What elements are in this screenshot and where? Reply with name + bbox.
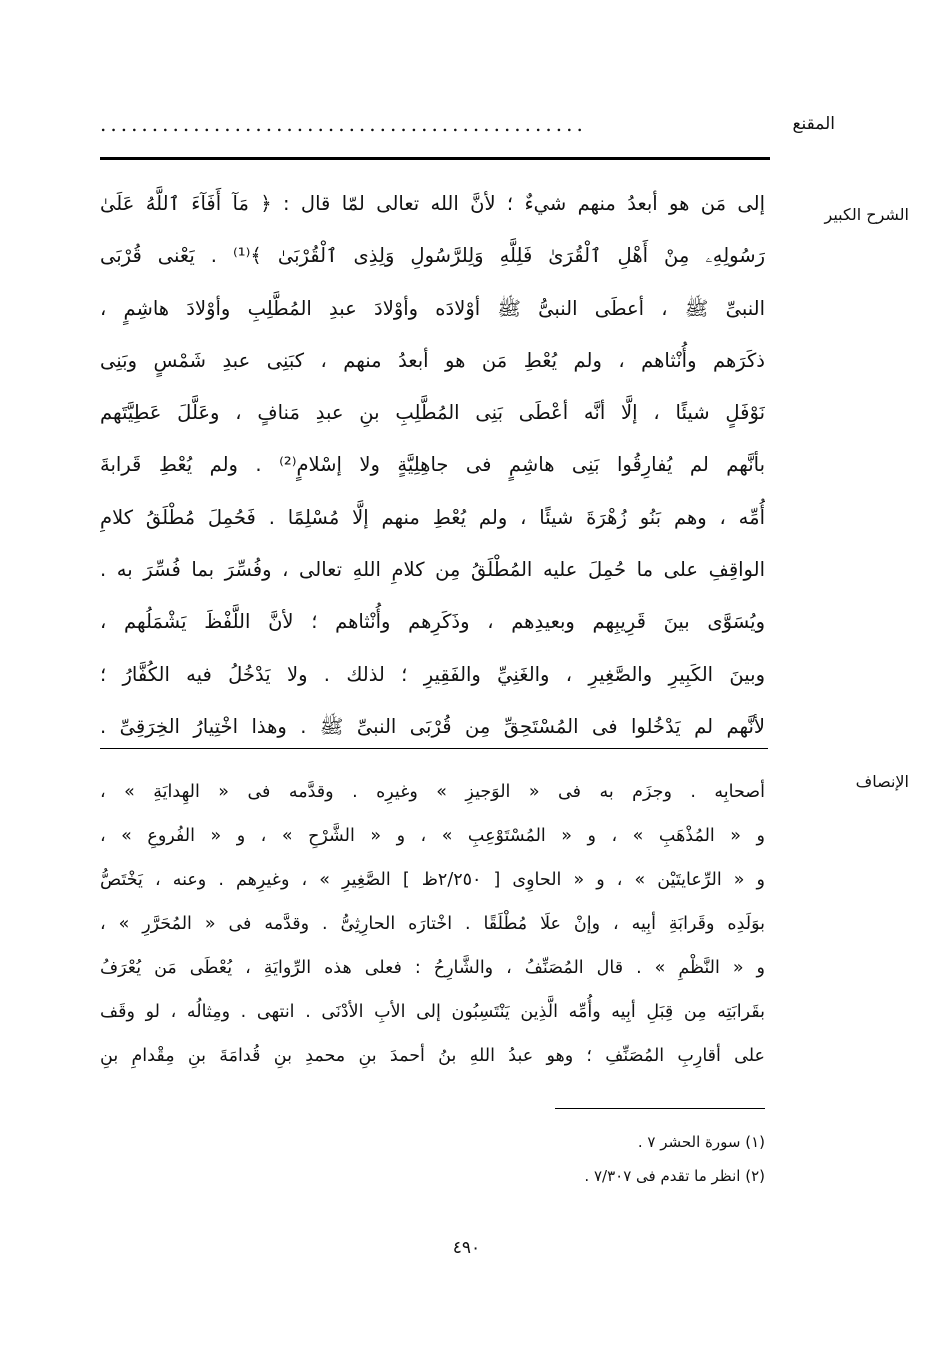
text-line: لأنَّهم لم يَدْخُلوا فى المُسْتَحِقِّ مِن قُرْبَى النبىِّ ﷺ . وهذا اخْتِيارُ الخِرَقِىِّ . <box>100 714 765 738</box>
text-line: النبىِّ ﷺ ، أعطَى النبىُّ ﷺ أوْلادَه وأوْلادَ عبدِ المُطَّلِبِ وأوْلادَ هاشِمٍ ، <box>100 296 765 320</box>
insaf-text-block <box>100 770 765 1078</box>
text-line: وبينَ الكَبِيرِ والصَّغِيرِ ، والغَنِيِّ والفَقِيرِ ؛ لذلك . ولا يَدْخُلُ فيه الكُفَّارُ ؛ <box>100 662 765 686</box>
text-line: ويُسَوَّى بينَ قَرِيبِهم وبعيدِهم ، وذَكَرِهم وأُنْثاهم ؛ لأنَّ اللَّفْظَ يَشْمَلُهم ، <box>100 610 765 634</box>
footnotes <box>100 1125 765 1193</box>
text-line: و « المُذْهَبِ » ، و « المُسْتَوْعِبِ » ، و « الشَّرْحِ » ، و « الفُروعِ » ، <box>100 826 765 846</box>
text-line: نَوْفَلٍ شيئًا ، إلَّا أنَّه أعْطَى بَنِى المُطَّلِبِ بنِ عبدِ مَنافٍ ، وعَلَّلَ عَطِيَّتَهم <box>100 401 765 425</box>
footnote-rule <box>555 1108 765 1109</box>
text-line: بوَلَدِه وقَرابَةِ أبِيه ، وإنْ علَا مُطْلَقًا . اخْتارَه الحارِثِىُّ . وقدَّمه فى « المُحَرَّرِ » ، <box>100 914 765 934</box>
text-line: أُمِّه ، وهم بَنُو زُهْرَةَ شيئًا ، ولم يُعْطِ منهم إلَّا مُسْلِمًا . فَحُمِلَ مُطْلَقُ كلامِ <box>100 505 765 529</box>
text-line: رَسُولِهِۦ مِنْ أَهْلِ ٱلْقُرَىٰ فَلِلَّهِ وَلِلرَّسُولِ وَلِذِى ٱلْقُرْبَىٰ ﴾⁽¹⁾ . يَعْنى قُرْبَى <box>100 244 765 268</box>
running-header-title: المقنع <box>792 114 835 134</box>
text-line: بأنَّهم لم يُفارِقُوا بَنِى هاشِمٍ فى جاهِلِيَّةٍ ولا إسْلامٍ⁽²⁾ . ولم يُعْطِ قَرابةَ <box>100 453 765 477</box>
text-line: على أقارِبِ المُصَنِّفِ ؛ وهو عبدُ اللهِ بنُ أحمدَ بنِ محمدِ بنِ قُدامَةَ بنِ مِقْدامِ بنِ <box>100 1046 765 1066</box>
section-label-insaf: الإنصاف <box>855 772 909 791</box>
header-dot-leader: ............................................... <box>100 112 587 136</box>
section-divider <box>100 748 768 749</box>
section-label-sharh: الشرح الكبير <box>824 205 909 224</box>
sharh-text-block <box>100 178 765 753</box>
footnote-1: (١) سورة الحشر ٧ . <box>637 1133 765 1151</box>
text-line: الواقِفِ على ما حُمِلَ عليه المُطْلَقُ مِن كلامِ اللهِ تعالى ، وفُسِّرَ بما فُسِّرَ به . <box>100 558 765 582</box>
header-rule <box>100 157 770 160</box>
text-line: و « الرِّعايتَيْن » ، و « الحاوِى [ ٢/٢٥٠ظ ] الصَّغِيرِ » ، وغيرِهم . وعنه ، يَخْتَصُّ <box>100 870 765 890</box>
text-line: بقَرابَتِه مِن قِبَلِ أبِيه وأُمِّه الَّذِين يَنْتَسِبُون إلى الأبِ الأدْنَى . انتهى . ومِثالُه ، لو وقَف <box>100 1002 765 1022</box>
text-line: ذكَرَهم وأُنْثاهم ، ولم يُعْطِ مَن هو أبعدُ منهم ، كبَنِى عبدِ شَمْسٍ وبَنِى <box>100 348 765 372</box>
text-line: أصحابِه . وجزَم به فى « الوَجيزِ » وغيرِه . وقدَّمه فى « الهِدايَةِ » ، <box>100 782 765 802</box>
text-line: و « النَّظْمِ » . قال المُصَنِّفُ ، والشَّارِحُ : فعلى هذه الرِّوايَةِ ، يُعْطَى مَن يُعْرَفُ <box>100 958 765 978</box>
text-line: إلى مَن هو أبعدُ منهم شيءٌ ؛ لأنَّ الله تعالى لمّا قال : ﴿ مَآ أَفَآءَ ٱللَّهُ عَلَىٰ <box>100 192 765 215</box>
page-number: ٤٩٠ <box>452 1238 481 1258</box>
footnote-2: (٢) انظر ما تقدم فى ٧/٣٠٧ . <box>584 1167 765 1185</box>
